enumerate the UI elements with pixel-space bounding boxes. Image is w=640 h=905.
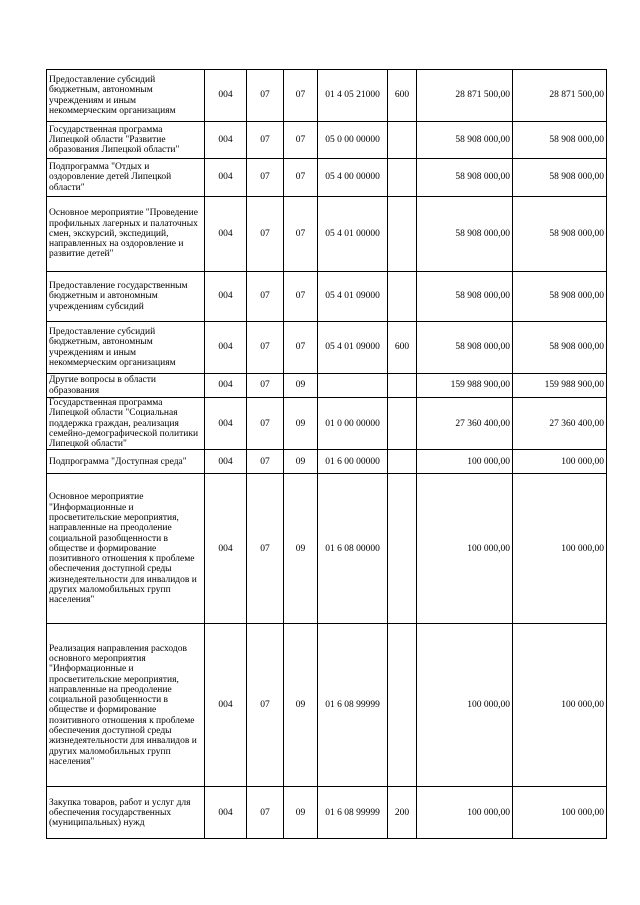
row-target-article: 05 0 00 00000	[318, 122, 388, 159]
row-subsection: 07	[284, 159, 318, 197]
row-name: Закупка товаров, работ и услуг для обеспечения государственных (муниципальных) нужд	[47, 787, 205, 839]
row-subsection: 09	[284, 474, 318, 624]
row-section: 07	[247, 374, 284, 398]
row-name: Подпрограмма "Доступная среда"	[47, 450, 205, 474]
row-sum-year1: 100 000,00	[417, 787, 513, 839]
row-sum-year2: 100 000,00	[513, 787, 607, 839]
row-sum-year2: 58 908 000,00	[513, 159, 607, 197]
row-section: 07	[247, 70, 284, 122]
row-subsection: 09	[284, 450, 318, 474]
row-target-article: 01 4 05 21000	[318, 70, 388, 122]
row-subsection: 07	[284, 70, 318, 122]
row-expense-type	[388, 624, 417, 787]
row-target-article: 01 0 00 00000	[318, 398, 388, 450]
budget-table	[46, 69, 607, 839]
row-name: Другие вопросы в области образования	[47, 374, 205, 398]
table-row	[47, 70, 607, 122]
row-subsection: 07	[284, 322, 318, 374]
row-grbs: 004	[205, 474, 247, 624]
row-sum-year1: 159 988 900,00	[417, 374, 513, 398]
row-grbs: 004	[205, 122, 247, 159]
table-row	[47, 787, 607, 839]
row-sum-year1: 58 908 000,00	[417, 159, 513, 197]
row-target-article: 01 6 08 00000	[318, 474, 388, 624]
row-section: 07	[247, 272, 284, 322]
row-section: 07	[247, 474, 284, 624]
row-sum-year1: 58 908 000,00	[417, 122, 513, 159]
row-grbs: 004	[205, 787, 247, 839]
row-sum-year1: 100 000,00	[417, 450, 513, 474]
row-subsection: 09	[284, 787, 318, 839]
row-grbs: 004	[205, 398, 247, 450]
row-sum-year1: 28 871 500,00	[417, 70, 513, 122]
table-row	[47, 122, 607, 159]
row-target-article: 01 6 08 99999	[318, 624, 388, 787]
row-section: 07	[247, 122, 284, 159]
row-grbs: 004	[205, 322, 247, 374]
row-section: 07	[247, 624, 284, 787]
row-grbs: 004	[205, 624, 247, 787]
row-expense-type: 600	[388, 322, 417, 374]
row-sum-year1: 100 000,00	[417, 624, 513, 787]
row-name: Реализация направления расходов основного мероприятия "Информационные и просветительские мероприятия, направленные на преодоление социальной разобщенности в обществе и формирование позитивного отношения к проблеме обеспечения доступной среды жизнедеятельности для инвалидов и других маломобильных групп населения"	[47, 624, 205, 787]
row-grbs: 004	[205, 450, 247, 474]
row-subsection: 09	[284, 624, 318, 787]
row-target-article: 05 4 01 09000	[318, 322, 388, 374]
row-sum-year2: 100 000,00	[513, 624, 607, 787]
row-section: 07	[247, 398, 284, 450]
table-body	[47, 70, 607, 839]
row-section: 07	[247, 197, 284, 272]
table-row	[47, 398, 607, 450]
row-grbs: 004	[205, 197, 247, 272]
row-expense-type	[388, 450, 417, 474]
row-sum-year2: 58 908 000,00	[513, 272, 607, 322]
row-sum-year1: 100 000,00	[417, 474, 513, 624]
row-section: 07	[247, 322, 284, 374]
row-sum-year2: 58 908 000,00	[513, 197, 607, 272]
row-grbs: 004	[205, 272, 247, 322]
row-sum-year2: 27 360 400,00	[513, 398, 607, 450]
table-row	[47, 450, 607, 474]
row-expense-type	[388, 398, 417, 450]
row-grbs: 004	[205, 159, 247, 197]
row-section: 07	[247, 159, 284, 197]
row-name: Государственная программа Липецкой области "Социальная поддержка граждан, реализация семейно-демографической политики Липецкой области"	[47, 398, 205, 450]
table-row	[47, 322, 607, 374]
row-expense-type	[388, 272, 417, 322]
row-subsection: 09	[284, 398, 318, 450]
row-expense-type: 200	[388, 787, 417, 839]
row-grbs: 004	[205, 70, 247, 122]
row-sum-year1: 58 908 000,00	[417, 272, 513, 322]
row-subsection: 07	[284, 272, 318, 322]
row-target-article	[318, 374, 388, 398]
row-sum-year2: 28 871 500,00	[513, 70, 607, 122]
row-sum-year2: 100 000,00	[513, 474, 607, 624]
row-grbs: 004	[205, 374, 247, 398]
row-expense-type	[388, 474, 417, 624]
row-expense-type	[388, 374, 417, 398]
row-name: Предоставление субсидий бюджетным, автономным учреждениям и иным некоммерческим организациям	[47, 322, 205, 374]
row-section: 07	[247, 450, 284, 474]
row-target-article: 05 4 00 00000	[318, 159, 388, 197]
row-section: 07	[247, 787, 284, 839]
table-row	[47, 272, 607, 322]
row-expense-type	[388, 122, 417, 159]
row-subsection: 09	[284, 374, 318, 398]
row-expense-type	[388, 197, 417, 272]
row-name: Государственная программа Липецкой области "Развитие образования Липецкой области"	[47, 122, 205, 159]
row-target-article: 05 4 01 09000	[318, 272, 388, 322]
row-sum-year1: 58 908 000,00	[417, 322, 513, 374]
row-name: Предоставление государственным бюджетным и автономным учреждениям субсидий	[47, 272, 205, 322]
row-target-article: 01 6 08 99999	[318, 787, 388, 839]
row-sum-year2: 159 988 900,00	[513, 374, 607, 398]
table-row	[47, 374, 607, 398]
table-row	[47, 159, 607, 197]
row-sum-year1: 27 360 400,00	[417, 398, 513, 450]
row-name: Основное мероприятие "Информационные и просветительские мероприятия, направленные на преодоление социальной разобщенности в обществе и формирование позитивного отношения к проблеме обеспечения доступной среды жизнедеятельности для инвалидов и других маломобильных групп населения"	[47, 474, 205, 624]
row-subsection: 07	[284, 122, 318, 159]
row-name: Основное мероприятие "Проведение профильных лагерных и палаточных смен, экскурсий, экспедиций, направленных на оздоровление и развитие детей"	[47, 197, 205, 272]
row-target-article: 05 4 01 00000	[318, 197, 388, 272]
row-name: Предоставление субсидий бюджетным, автономным учреждениям и иным некоммерческим организациям	[47, 70, 205, 122]
table-row	[47, 624, 607, 787]
row-name: Подпрограмма "Отдых и оздоровление детей Липецкой области"	[47, 159, 205, 197]
row-subsection: 07	[284, 197, 318, 272]
table-row	[47, 197, 607, 272]
row-sum-year1: 58 908 000,00	[417, 197, 513, 272]
row-sum-year2: 58 908 000,00	[513, 322, 607, 374]
row-expense-type	[388, 159, 417, 197]
table-row	[47, 474, 607, 624]
row-sum-year2: 58 908 000,00	[513, 122, 607, 159]
row-target-article: 01 6 00 00000	[318, 450, 388, 474]
row-expense-type: 600	[388, 70, 417, 122]
row-sum-year2: 100 000,00	[513, 450, 607, 474]
